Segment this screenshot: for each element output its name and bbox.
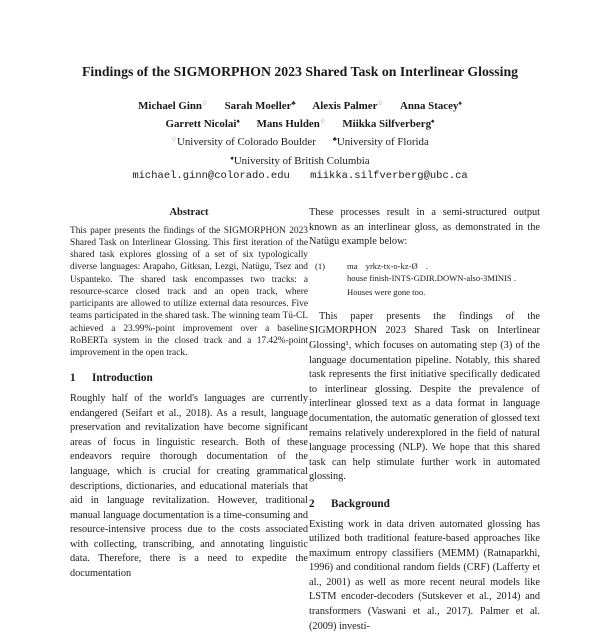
email-line bbox=[0, 169, 600, 184]
affiliation-mark: ♠ bbox=[431, 118, 434, 125]
affiliation-name: University of Florida bbox=[337, 136, 429, 148]
right-column bbox=[309, 206, 540, 634]
affiliation-mark: ♠ bbox=[230, 155, 233, 162]
author-line-2 bbox=[0, 114, 600, 132]
findings-paragraph: This paper presents the findings of the SIGMORPHON 2023 Shared Task on Interlinear Glossing¹, which focuses on automating step (3) of the language documentation pipeline. Notably, this shared task represents the first initiative specifically dedicated to interlinear glossing. Despite the prevalence of interlinear glossed text as a data format in language documentation, the automatic generation of glossed text remains relatively underexplored in the field of natural language processing (NLP). We hope that this shared task can help stimulate further work in automated glossing. bbox=[309, 310, 540, 485]
section-heading-background bbox=[309, 497, 540, 512]
author-name: Garrett Nicolai bbox=[166, 118, 237, 130]
abstract-heading: Abstract bbox=[70, 206, 308, 221]
gloss-morpheme-line: house finish-INTS-GDIR.DOWN-also-3MINIS . bbox=[347, 272, 540, 284]
affiliation-mark: ♠ bbox=[458, 100, 461, 107]
author-name: Anna Stacey bbox=[400, 100, 458, 112]
introduction-paragraph: Roughly half of the world's languages are currently endangered (Seifart et al., 2018). As a result, language preservation and revitalization have become significant areas of focus in linguistic research. Both of these endeavors require thorough documentation of the language, which is crucial for creating grammatical descriptions, dictionaries, and educational materials that aid in language revitalization. However, traditional manual language documentation is a time-consuming and resource-intensive process due to the costs associated with collecting, transcribing, and annotating linguistic data. Therefore, there is a need to expedite the documentation bbox=[70, 392, 308, 582]
author-name: Alexis Palmer bbox=[312, 100, 377, 112]
affiliation-mark: ♢ bbox=[171, 136, 177, 143]
paper-title: Findings of the SIGMORPHON 2023 Shared Task on Interlinear Glossing bbox=[30, 64, 570, 80]
affiliation-mark: ♢ bbox=[202, 100, 208, 107]
section-number: 2 bbox=[309, 497, 331, 512]
affiliation-name: University of British Columbia bbox=[234, 155, 370, 167]
author-name: Mans Hulden bbox=[257, 118, 320, 130]
example-number: (1) bbox=[315, 260, 325, 272]
section-heading-introduction bbox=[70, 371, 308, 386]
section-number: 1 bbox=[70, 371, 92, 386]
affiliation-mark: ♢ bbox=[320, 118, 326, 125]
gloss-source-line: ma yrkz-tx-o-kz-Ø . bbox=[347, 260, 540, 272]
email-address: michael.ginn@colorado.edu bbox=[132, 170, 290, 182]
background-paragraph: Existing work in data driven automated glossing has utilized both traditional feature-based approaches like maximum entropy classifiers (MEMM) (Ratnaparkhi, 1996) and conditional random fields (CRF) (Lafferty et al., 2001) as well as more recent neural models like LSTM encoder-decoders (Sutskever et al., 2014) and transformers (Vaswani et al., 2017). Palmer et al. (2009) investi- bbox=[309, 518, 540, 634]
left-column bbox=[70, 198, 308, 582]
section-title: Background bbox=[331, 498, 390, 510]
author-name: Michael Ginn bbox=[138, 100, 202, 112]
abstract-text: This paper presents the findings of the SIGMORPHON 2023 Shared Task on Interlinear Glossing. This first iteration of the shared task explores glossing of a set of six typologically diverse languages: Arapaho, Gitksan, Lezgi, Natügu, Tsez and Uspanteko. The shared task encompasses two tracks: a resource-scarce closed track and an open track, where participants are allowed to utilize external data resources. Five teams participated in the shared task. The winning team Tü-CL achieved a 23.99%-point improvement over a baseline RoBERTa system in the closed track and a 17.42%-point improvement in the open track. bbox=[70, 225, 308, 360]
affiliation-mark: ♢ bbox=[377, 100, 383, 107]
author-block bbox=[0, 96, 600, 184]
affiliation-name: University of Colorado Boulder bbox=[177, 136, 316, 148]
affiliation-mark: ♣ bbox=[333, 136, 337, 143]
intro-continuation-paragraph: These processes result in a semi-structured output known as an interlinear gloss, as demonstrated in the Natügu example below: bbox=[309, 206, 540, 250]
affiliation-mark: ♣ bbox=[291, 100, 295, 107]
email-address: miikka.silfverberg@ubc.ca bbox=[310, 170, 468, 182]
gloss-translation-line: Houses were gone too. bbox=[347, 286, 540, 298]
author-name: Sarah Moeller bbox=[225, 100, 292, 112]
affiliation-mark: ♠ bbox=[236, 118, 239, 125]
section-title: Introduction bbox=[92, 372, 153, 384]
affiliation-line-1 bbox=[0, 132, 600, 150]
author-line-1 bbox=[0, 96, 600, 114]
affiliation-line-2 bbox=[0, 151, 600, 169]
author-name: Miikka Silfverberg bbox=[342, 118, 431, 130]
gloss-example bbox=[309, 260, 540, 298]
